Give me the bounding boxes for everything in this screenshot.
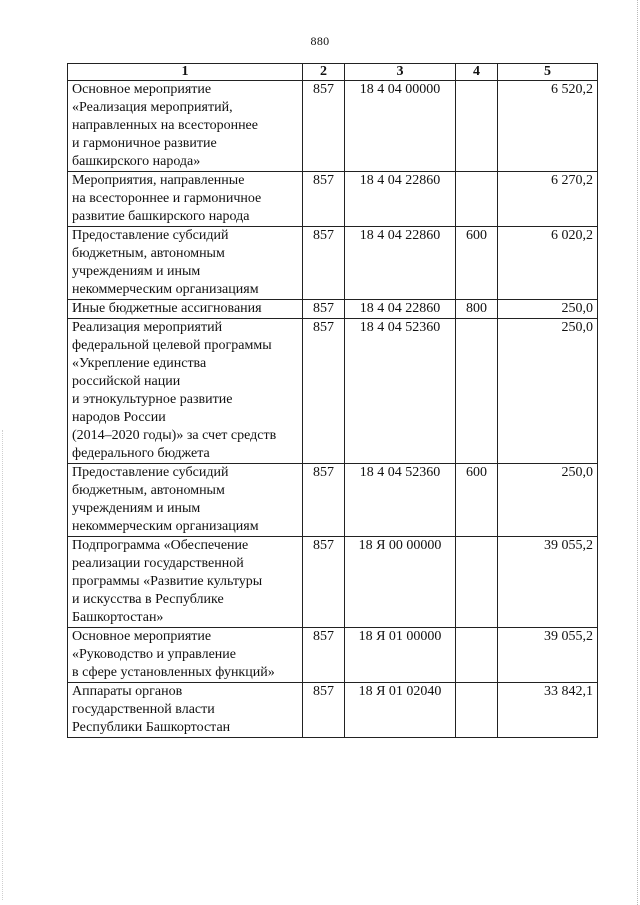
- row-name-line: бюджетным, автономным: [72, 246, 225, 261]
- row-name-line: Мероприятия, направленные: [72, 173, 245, 188]
- row-name-line: и гармоничное развитие: [72, 136, 217, 151]
- row-name-line: учреждениям и иным: [72, 501, 201, 516]
- table-row: [68, 537, 598, 628]
- row-name-line: «Укрепление единства: [72, 356, 207, 371]
- row-amount: 6 270,2: [498, 172, 598, 227]
- row-name-line: федеральной целевой программы: [72, 338, 272, 353]
- row-name-line: Подпрограмма «Обеспечение: [72, 538, 249, 553]
- row-amount: 6 020,2: [498, 227, 598, 300]
- row-expense-type: 600: [456, 464, 498, 537]
- row-name-line: «Реализация мероприятий,: [72, 100, 233, 115]
- row-amount: 33 842,1: [498, 683, 598, 738]
- row-ministry-code: 857: [303, 227, 345, 300]
- table-header-row: [68, 64, 598, 81]
- row-ministry-code: 857: [303, 537, 345, 628]
- row-name-line: Иные бюджетные ассигнования: [72, 301, 262, 316]
- row-name-cell: [68, 464, 303, 537]
- table-row: [68, 683, 598, 738]
- row-expense-type: [456, 683, 498, 738]
- row-name-line: программы «Развитие культуры: [72, 574, 263, 589]
- row-name-line: башкирского народа»: [72, 154, 201, 169]
- row-expense-type: [456, 628, 498, 683]
- row-ministry-code: 857: [303, 464, 345, 537]
- row-name-line: государственной власти: [72, 702, 215, 717]
- row-name-line: развитие башкирского народа: [72, 209, 250, 224]
- row-name-line: на всестороннее и гармоничное: [72, 191, 262, 206]
- header-col-4: 4: [456, 64, 498, 81]
- row-ministry-code: 857: [303, 81, 345, 172]
- row-amount: 6 520,2: [498, 81, 598, 172]
- row-target-code: 18 4 04 22860: [345, 227, 456, 300]
- row-target-code: 18 4 04 00000: [345, 81, 456, 172]
- table-row: [68, 172, 598, 227]
- table-row: [68, 464, 598, 537]
- row-ministry-code: 857: [303, 319, 345, 464]
- table-row: [68, 227, 598, 300]
- row-name-line: Башкортостан»: [72, 610, 164, 625]
- row-ministry-code: 857: [303, 172, 345, 227]
- row-name-line: и этнокультурное развитие: [72, 392, 233, 407]
- row-amount: 39 055,2: [498, 537, 598, 628]
- table-body: [68, 81, 598, 738]
- row-name-cell: [68, 319, 303, 464]
- row-name-line: российской нации: [72, 374, 181, 389]
- row-name-line: народов России: [72, 410, 166, 425]
- row-name-cell: [68, 172, 303, 227]
- header-col-5: 5: [498, 64, 598, 81]
- row-name-line: учреждениям и иным: [72, 264, 201, 279]
- row-amount: 39 055,2: [498, 628, 598, 683]
- row-amount: 250,0: [498, 300, 598, 319]
- page-number: 880: [310, 34, 330, 48]
- header-col-1: 1: [68, 64, 303, 81]
- row-name-cell: [68, 628, 303, 683]
- row-name-line: реализации государственной: [72, 556, 244, 571]
- row-expense-type: [456, 172, 498, 227]
- row-name-line: в сфере установленных функций»: [72, 665, 275, 680]
- row-name-line: Предоставление субсидий: [72, 465, 229, 480]
- row-name-line: «Руководство и управление: [72, 647, 236, 662]
- row-name-line: направленных на всестороннее: [72, 118, 258, 133]
- row-ministry-code: 857: [303, 628, 345, 683]
- row-target-code: 18 Я 01 00000: [345, 628, 456, 683]
- row-name-line: Предоставление субсидий: [72, 228, 229, 243]
- row-name-line: федерального бюджета: [72, 446, 210, 461]
- row-expense-type: [456, 537, 498, 628]
- row-name-line: (2014–2020 годы)» за счет средств: [72, 428, 277, 443]
- row-target-code: 18 Я 01 02040: [345, 683, 456, 738]
- row-name-line: и искусства в Республике: [72, 592, 224, 607]
- row-target-code: 18 Я 00 00000: [345, 537, 456, 628]
- row-target-code: 18 4 04 52360: [345, 319, 456, 464]
- header-col-3: 3: [345, 64, 456, 81]
- row-name-line: Основное мероприятие: [72, 82, 212, 97]
- row-name-line: Основное мероприятие: [72, 629, 212, 644]
- row-amount: 250,0: [498, 319, 598, 464]
- row-target-code: 18 4 04 52360: [345, 464, 456, 537]
- row-ministry-code: 857: [303, 300, 345, 319]
- row-name-line: бюджетным, автономным: [72, 483, 225, 498]
- table-row: [68, 81, 598, 172]
- row-name-cell: [68, 81, 303, 172]
- row-name-line: Республики Башкортостан: [72, 720, 231, 735]
- row-name-cell: [68, 683, 303, 738]
- row-name-cell: [68, 300, 303, 319]
- table-row: [68, 300, 598, 319]
- row-expense-type: [456, 81, 498, 172]
- row-name-line: некоммерческим организациям: [72, 282, 259, 297]
- row-name-cell: [68, 537, 303, 628]
- row-name-line: некоммерческим организациям: [72, 519, 259, 534]
- row-name-line: Аппараты органов: [72, 684, 183, 699]
- scan-edge-left: [2, 430, 4, 900]
- table-row: [68, 628, 598, 683]
- row-expense-type: [456, 319, 498, 464]
- row-name-cell: [68, 227, 303, 300]
- row-name-line: Реализация мероприятий: [72, 320, 223, 335]
- row-expense-type: 600: [456, 227, 498, 300]
- row-target-code: 18 4 04 22860: [345, 300, 456, 319]
- header-col-2: 2: [303, 64, 345, 81]
- scan-edge-right: [636, 0, 638, 905]
- row-amount: 250,0: [498, 464, 598, 537]
- budget-table: [67, 63, 598, 738]
- row-ministry-code: 857: [303, 683, 345, 738]
- table-row: [68, 319, 598, 464]
- row-target-code: 18 4 04 22860: [345, 172, 456, 227]
- row-expense-type: 800: [456, 300, 498, 319]
